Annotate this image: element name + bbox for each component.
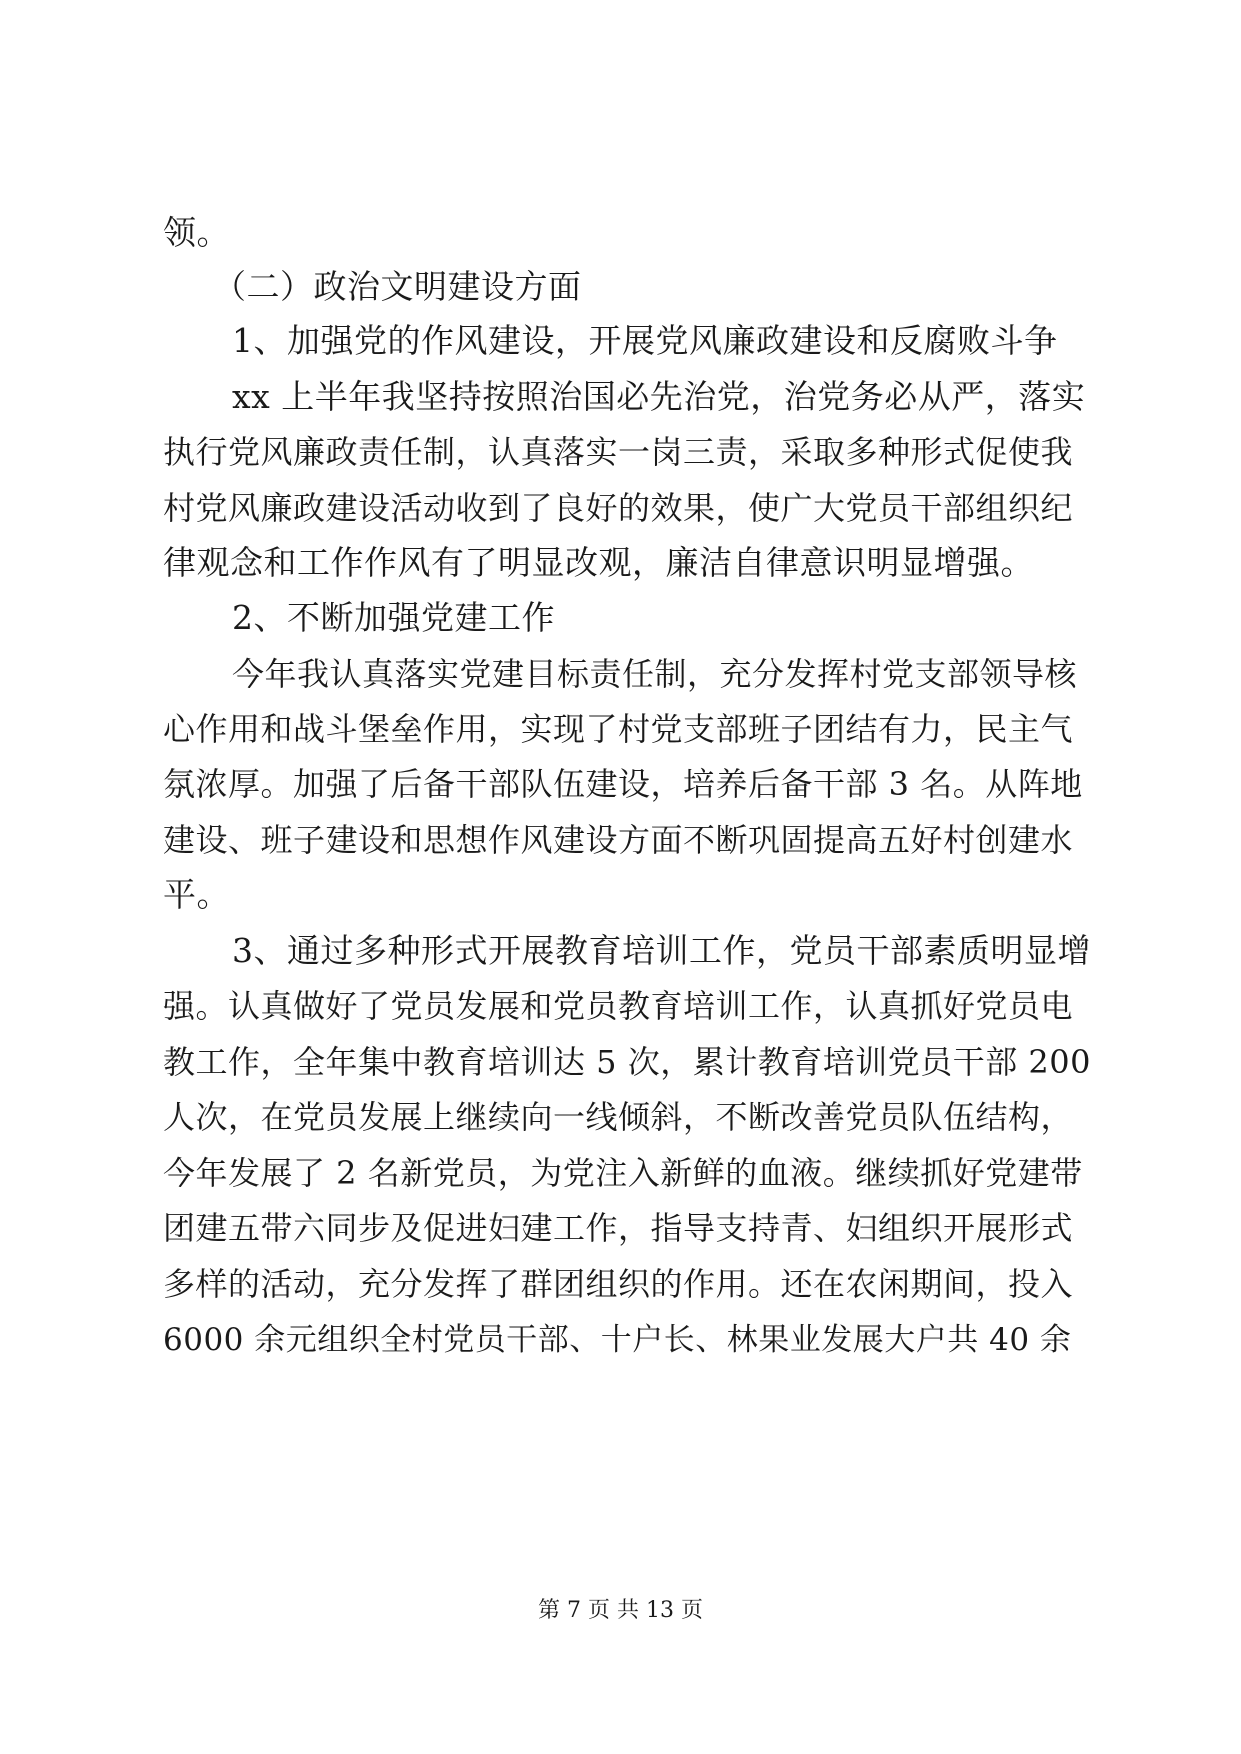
text-line: 领。 (163, 213, 230, 252)
text-line: 今年发展了 2 名新党员，为党注入新鲜的血液。继续抓好党建带 (163, 1154, 1083, 1192)
subsection-heading: 2、不断加强党建工作 (232, 598, 555, 637)
text-line: 心作用和战斗堡垒作用，实现了村党支部班子团结有力，民主气 (163, 710, 1074, 748)
text-line: xx 上半年我坚持按照治国必先治党，治党务必从严，落实 (232, 377, 1086, 416)
text-line: 多样的活动，充分发挥了群团组织的作用。还在农闲期间，投入 (163, 1265, 1074, 1303)
text-line: 6000 余元组织全村党员干部、十户长、林果业发展大户共 40 余 (163, 1322, 1072, 1358)
page-footer: 第 7 页 共 13 页 (538, 1598, 703, 1623)
text-line: 律观念和工作作风有了明显改观，廉洁自律意识明显增强。 (163, 543, 1034, 582)
text-line: 团建五带六同步及促进妇建工作，指导支持青、妇组织开展形式 (163, 1209, 1074, 1247)
text-line: 3、通过多种形式开展教育培训工作，党员干部素质明显增 (232, 931, 1091, 970)
section-heading: （二）政治文明建设方面 (213, 267, 582, 306)
text-line: 建设、班子建设和思想作风建设方面不断巩固提高五好村创建水 (163, 821, 1074, 859)
text-line: 氛浓厚。加强了后备干部队伍建设，培养后备干部 3 名。从阵地 (163, 765, 1083, 803)
subsection-heading: 1、加强党的作风建设，开展党风廉政建设和反腐败斗争 (232, 321, 1058, 360)
text-line: 执行党风廉政责任制，认真落实一岗三责，采取多种形式促使我 (163, 433, 1074, 471)
text-line: 今年我认真落实党建目标责任制，充分发挥村党支部领导核 (232, 655, 1078, 693)
text-line: 教工作，全年集中教育培训达 5 次，累计教育培训党员干部 200 (163, 1043, 1091, 1081)
text-line: 平。 (163, 875, 230, 914)
text-line: 人次，在党员发展上继续向一线倾斜，不断改善党员队伍结构， (163, 1098, 1074, 1136)
text-line: 村党风廉政建设活动收到了良好的效果，使广大党员干部组织纪 (163, 489, 1074, 527)
text-line: 强。认真做好了党员发展和党员教育培训工作，认真抓好党员电 (163, 987, 1074, 1025)
